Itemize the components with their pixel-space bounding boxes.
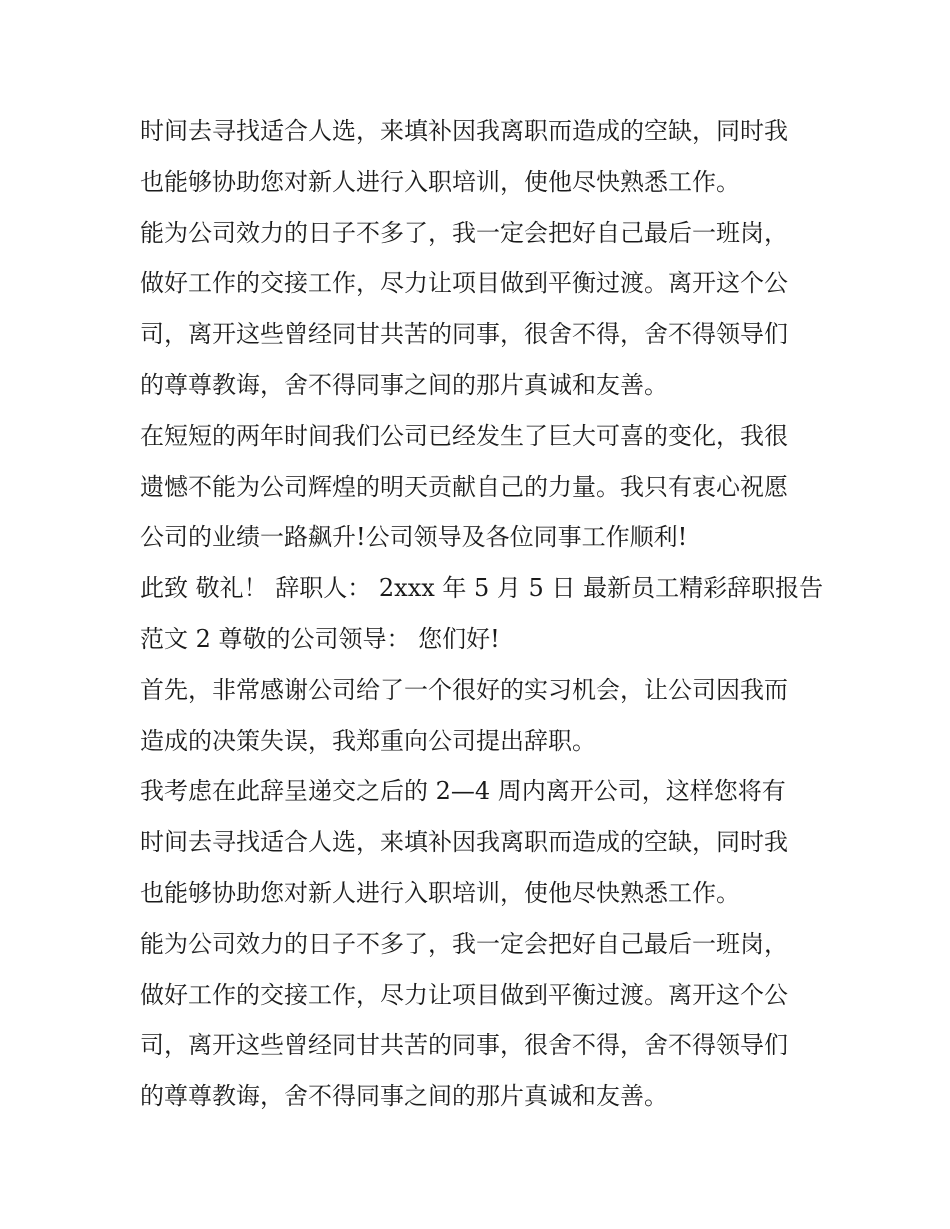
text-line: 司，离开这些曾经同甘共苦的同事，很舍不得，舍不得领导们 <box>140 1031 788 1060</box>
text-line: 做好工作的交接工作，尽力让项目做到平衡过渡。离开这个公 <box>140 980 788 1009</box>
text-line: 范文 2 尊敬的公司领导： 您们好! <box>140 624 500 653</box>
text-line: 首先，非常感谢公司给了一个很好的实习机会，让公司因我而 <box>140 675 788 704</box>
text-line: 的尊尊教诲，舍不得同事之间的那片真诚和友善。 <box>140 370 668 399</box>
text-line: 能为公司效力的日子不多了，我一定会把好自己最后一班岗， <box>140 218 788 247</box>
text-line: 做好工作的交接工作，尽力让项目做到平衡过渡。离开这个公 <box>140 269 788 298</box>
text-line: 公司的业绩一路飙升!公司领导及各位同事工作顺利! <box>140 523 688 552</box>
text-line: 遗憾不能为公司辉煌的明天贡献自己的力量。我只有衷心祝愿 <box>140 472 788 501</box>
text-line: 此致 敬礼！ 辞职人： 2xxx 年 5 月 5 日 最新员工精彩辞职报告 <box>140 574 824 603</box>
text-line: 在短短的两年时间我们公司已经发生了巨大可喜的变化，我很 <box>140 421 788 450</box>
text-line: 时间去寻找适合人选，来填补因我离职而造成的空缺，同时我 <box>140 117 788 145</box>
text-line: 也能够协助您对新人进行入职培训，使他尽快熟悉工作。 <box>140 167 740 196</box>
text-line: 我考虑在此辞呈递交之后的 2—4 周内离开公司，这样您将有 <box>140 777 786 806</box>
text-line: 司，离开这些曾经同甘共苦的同事，很舍不得，舍不得领导们 <box>140 320 788 349</box>
text-line: 的尊尊教诲，舍不得同事之间的那片真诚和友善。 <box>140 1082 668 1111</box>
text-line: 造成的决策失误，我郑重向公司提出辞职。 <box>140 726 596 755</box>
text-line: 时间去寻找适合人选，来填补因我离职而造成的空缺，同时我 <box>140 828 788 857</box>
text-line: 也能够协助您对新人进行入职培训，使他尽快熟悉工作。 <box>140 878 740 907</box>
document-body <box>140 106 824 1122</box>
text-line: 能为公司效力的日子不多了，我一定会把好自己最后一班岗， <box>140 929 788 958</box>
